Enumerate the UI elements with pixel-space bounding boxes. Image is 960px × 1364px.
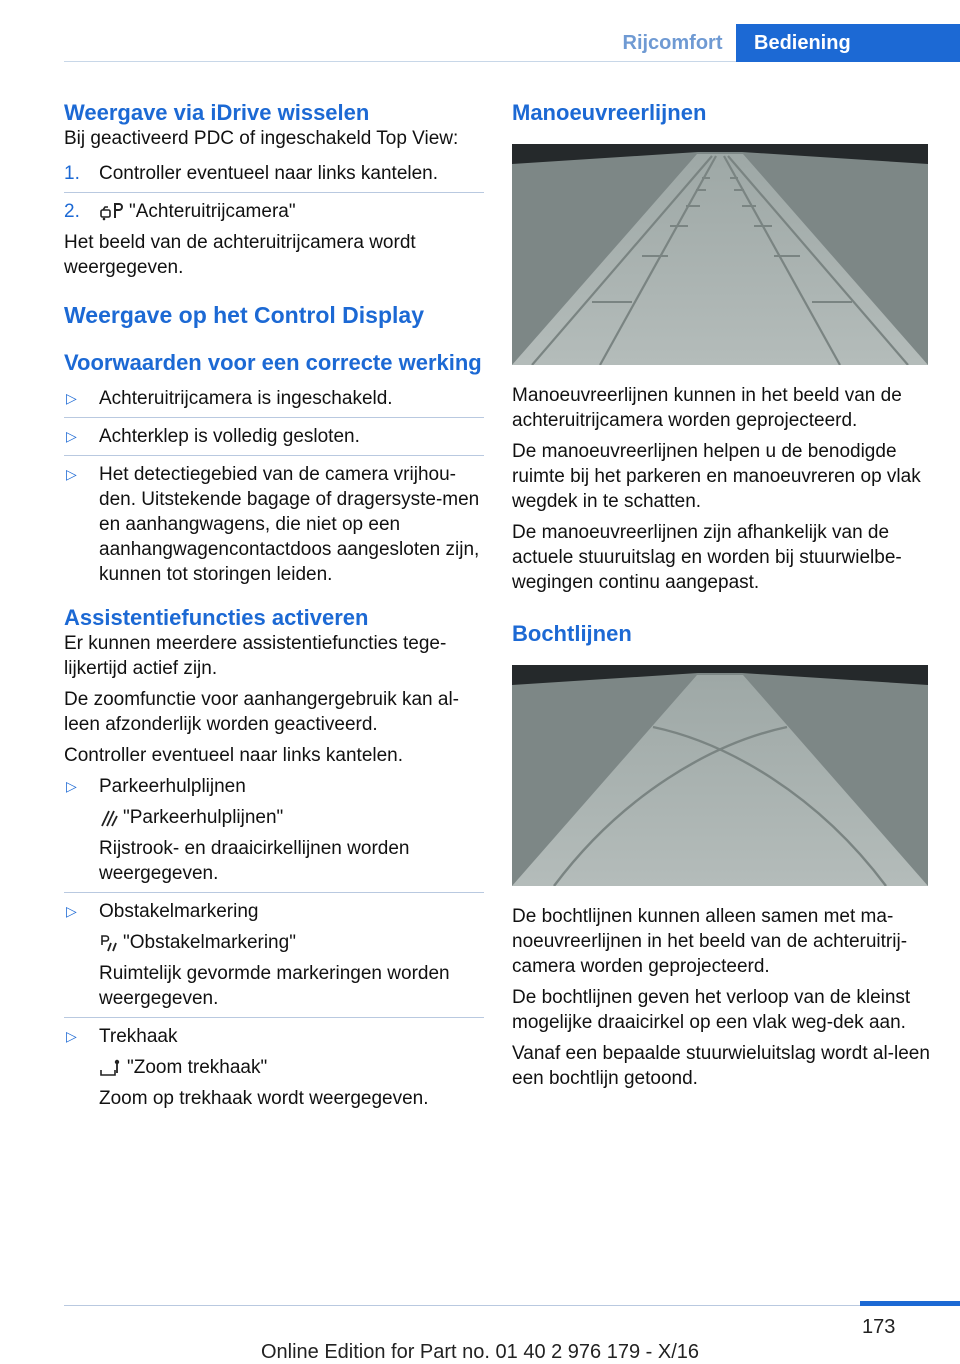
triangle-bullet-icon: ▷ [66,1028,77,1044]
function-desc: Ruimtelijk gevormde markeringen worden weergegeven. [99,963,450,1009]
step-text: "Achteruitrijcamera" [129,201,296,222]
function-menu: "Zoom trekhaak" [127,1057,268,1078]
triangle-bullet-icon: ▷ [66,390,77,406]
right-column [512,100,930,1091]
divider [64,455,484,456]
function-title: Obstakelmarkering [99,901,259,922]
function-title: Parkeerhulplijnen [99,776,246,797]
paragraph-manoeuvre-2: De manoeuvreerlijnen helpen u de benodigde ruimte bij het parkeren en manoeuvreren op vlak wegdek in te schatten. [512,441,921,512]
functions-list [64,774,484,1111]
tab-bediening[interactable]: Bediening [736,24,960,62]
function-title-row [64,774,484,799]
paragraph-assist-3: Controller eventueel naar links kantelen. [64,745,404,766]
footer-rule [64,1305,960,1306]
divider [64,1017,484,1018]
function-menu: "Obstakelmarkering" [123,932,296,953]
paragraph-manoeuvre-3: De manoeuvreerlijnen zijn afhankelijk van de actuele stuuruitslag en worden bij stuurwielbe-wegingen continu aangepast. [512,522,902,593]
parking-lines-icon [99,808,119,828]
condition-text: Het detectiegebied van de camera vrijhou-den. Uitstekende bagage of dragersyste-men en aanhangwagens, die niet op een aanhangwagencontactdoos aangesloten zijn, kunnen tot storingen leiden. [99,464,480,585]
step-item [64,161,484,186]
tow-hitch-icon [99,1058,123,1078]
heading-control-display: Weergave op het Control Display [64,302,424,328]
paragraph-pdc-topview: Bij geactiveerd PDC of ingeschakeld Top View: [64,128,459,149]
list-item [64,899,484,1011]
heading-manoeuvreerlijnen: Manoeuvreerlijnen [512,100,707,125]
paragraph-beeld: Het beeld van de achteruitrijcamera wordt weergegeven. [64,232,416,278]
paragraph-bocht-1: De bochtlijnen kunnen alleen samen met ma-noeuvreerlijnen in het beeld van de achteruitrij-camera worden geprojecteerd. [512,906,908,977]
tab-rijcomfort[interactable]: Rijcomfort [622,32,723,54]
heading-idrive-wisselen: Weergave via iDrive wisselen [64,100,370,125]
function-title-row [64,899,484,924]
step-number: 2. [64,201,80,222]
step-item [64,199,484,224]
paragraph-assist-2: De zoomfunctie voor aanhangergebruik kan al-leen afzonderlijk worden geactiveerd. [64,689,460,735]
steps-list [64,161,484,224]
condition-text: Achteruitrijcamera is ingeschakeld. [99,388,393,409]
rear-camera-icon [99,202,125,222]
list-item [64,1024,484,1111]
list-item [64,386,484,411]
obstacle-marking-icon [99,933,119,953]
paragraph-bocht-3: Vanaf een bepaalde stuurwieluitslag wordt al-leen een bochtlijn getoond. [512,1043,930,1089]
list-item [64,462,484,587]
paragraph-manoeuvre-1: Manoeuvreerlijnen kunnen in het beeld van de achteruitrijcamera worden geprojecteerd. [512,385,902,431]
step-text-wrapper [99,199,484,224]
triangle-bullet-icon: ▷ [66,466,77,482]
divider [64,192,484,193]
paragraph-bocht-2: De bochtlijnen geven het verloop van de kleinst mogelijke draaicirkel op een vlak weg-dek aan. [512,987,911,1033]
edition-footer: Online Edition for Part no. 01 40 2 976 179 - X/16 [260,1341,700,1363]
list-item [64,774,484,886]
heading-assistentiefuncties: Assistentiefuncties activeren [64,605,369,630]
heading-voorwaarden: Voorwaarden voor een correcte werking [64,350,482,375]
heading-bochtlijnen: Bochtlijnen [512,621,632,646]
triangle-bullet-icon: ▷ [66,428,77,444]
page-number-accent [860,1301,960,1306]
step-text: Controller eventueel naar links kantelen. [99,163,439,184]
paragraph-assist-1: Er kunnen meerdere assistentiefuncties tege-lijkertijd actief zijn. [64,633,447,679]
function-menu-row [64,805,484,830]
manoeuvre-lines-camera-image [512,144,928,365]
divider [64,417,484,418]
function-menu-row [64,1055,484,1080]
function-desc: Zoom op trekhaak wordt weergegeven. [99,1088,429,1109]
step-number: 1. [64,163,80,184]
function-menu: "Parkeerhulplijnen" [123,807,284,828]
page-number: 173 [862,1316,896,1338]
function-title-row [64,1024,484,1049]
triangle-bullet-icon: ▷ [66,903,77,919]
function-desc: Rijstrook- en draaicirkellijnen worden weergegeven. [99,838,410,884]
divider [64,892,484,893]
list-item [64,424,484,449]
conditions-list [64,386,484,587]
condition-text: Achterklep is volledig gesloten. [99,426,360,447]
left-column [64,100,484,1111]
function-menu-row [64,930,484,955]
turning-lines-camera-image [512,665,928,886]
triangle-bullet-icon: ▷ [66,778,77,794]
function-title: Trekhaak [99,1026,178,1047]
